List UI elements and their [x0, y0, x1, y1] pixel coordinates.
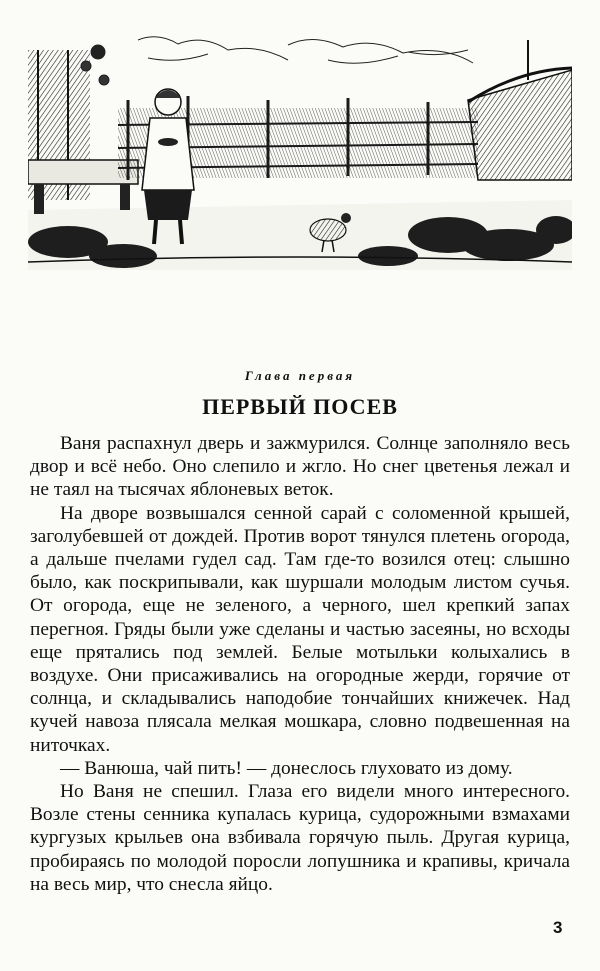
page-number: 3 — [553, 918, 563, 937]
chapter-label: Глава первая — [244, 368, 356, 383]
chapter-title: ПЕРВЫЙ ПОСЕВ — [202, 394, 398, 419]
body-text — [30, 432, 570, 896]
paragraph: — Ванюша, чай пить! — донеслось глуховато из дому. — [60, 757, 513, 779]
paragraph: Ваня распахнул дверь и зажмурился. Солнце заполняло весь двор и всё небо. Оно слепило и жгло. Но снег цветенья лежал и не таял на тысячах яблоневых веток. — [30, 433, 570, 501]
paragraph: На дворе возвышался сенной сарай с соломенной крышей, заголубевшей от дождей. Против ворот тянулся плетень огорода, а дальше пчелами гудел сад. Там где-то возился отец: слышно было, как поскрипывали, как шуршали молодым листом сучья. От огорода, еще не зеленого, а черного, шел крепкий запах перегноя. Гряды были уже сделаны и частью засеяны, но всходы еще прятались под землей. Белые мотыльки колыхались в воздухе. Они присаживались на огородные жерди, горячие от солнца, и складывались наподобие тончайших книжечек. Над кучей навоза плясала мелкая мошкара, словно подвешенная на ниточках. — [30, 502, 570, 756]
thatched-hut — [468, 40, 572, 180]
village-yard-engraving — [28, 30, 572, 270]
apple-trees — [81, 37, 473, 85]
chapter-illustration — [28, 30, 572, 270]
paragraph: Но Ваня не спешил. Глаза его видели много интересного. Возле стены сенника купалась курица, судорожными взмахами кургузых крыльев она взбивала горячую пыль. Другая курица, пробираясь по молодой поросли лопушника и крапивы, кричала на весь мир, что снесла яйцо. — [30, 781, 570, 895]
